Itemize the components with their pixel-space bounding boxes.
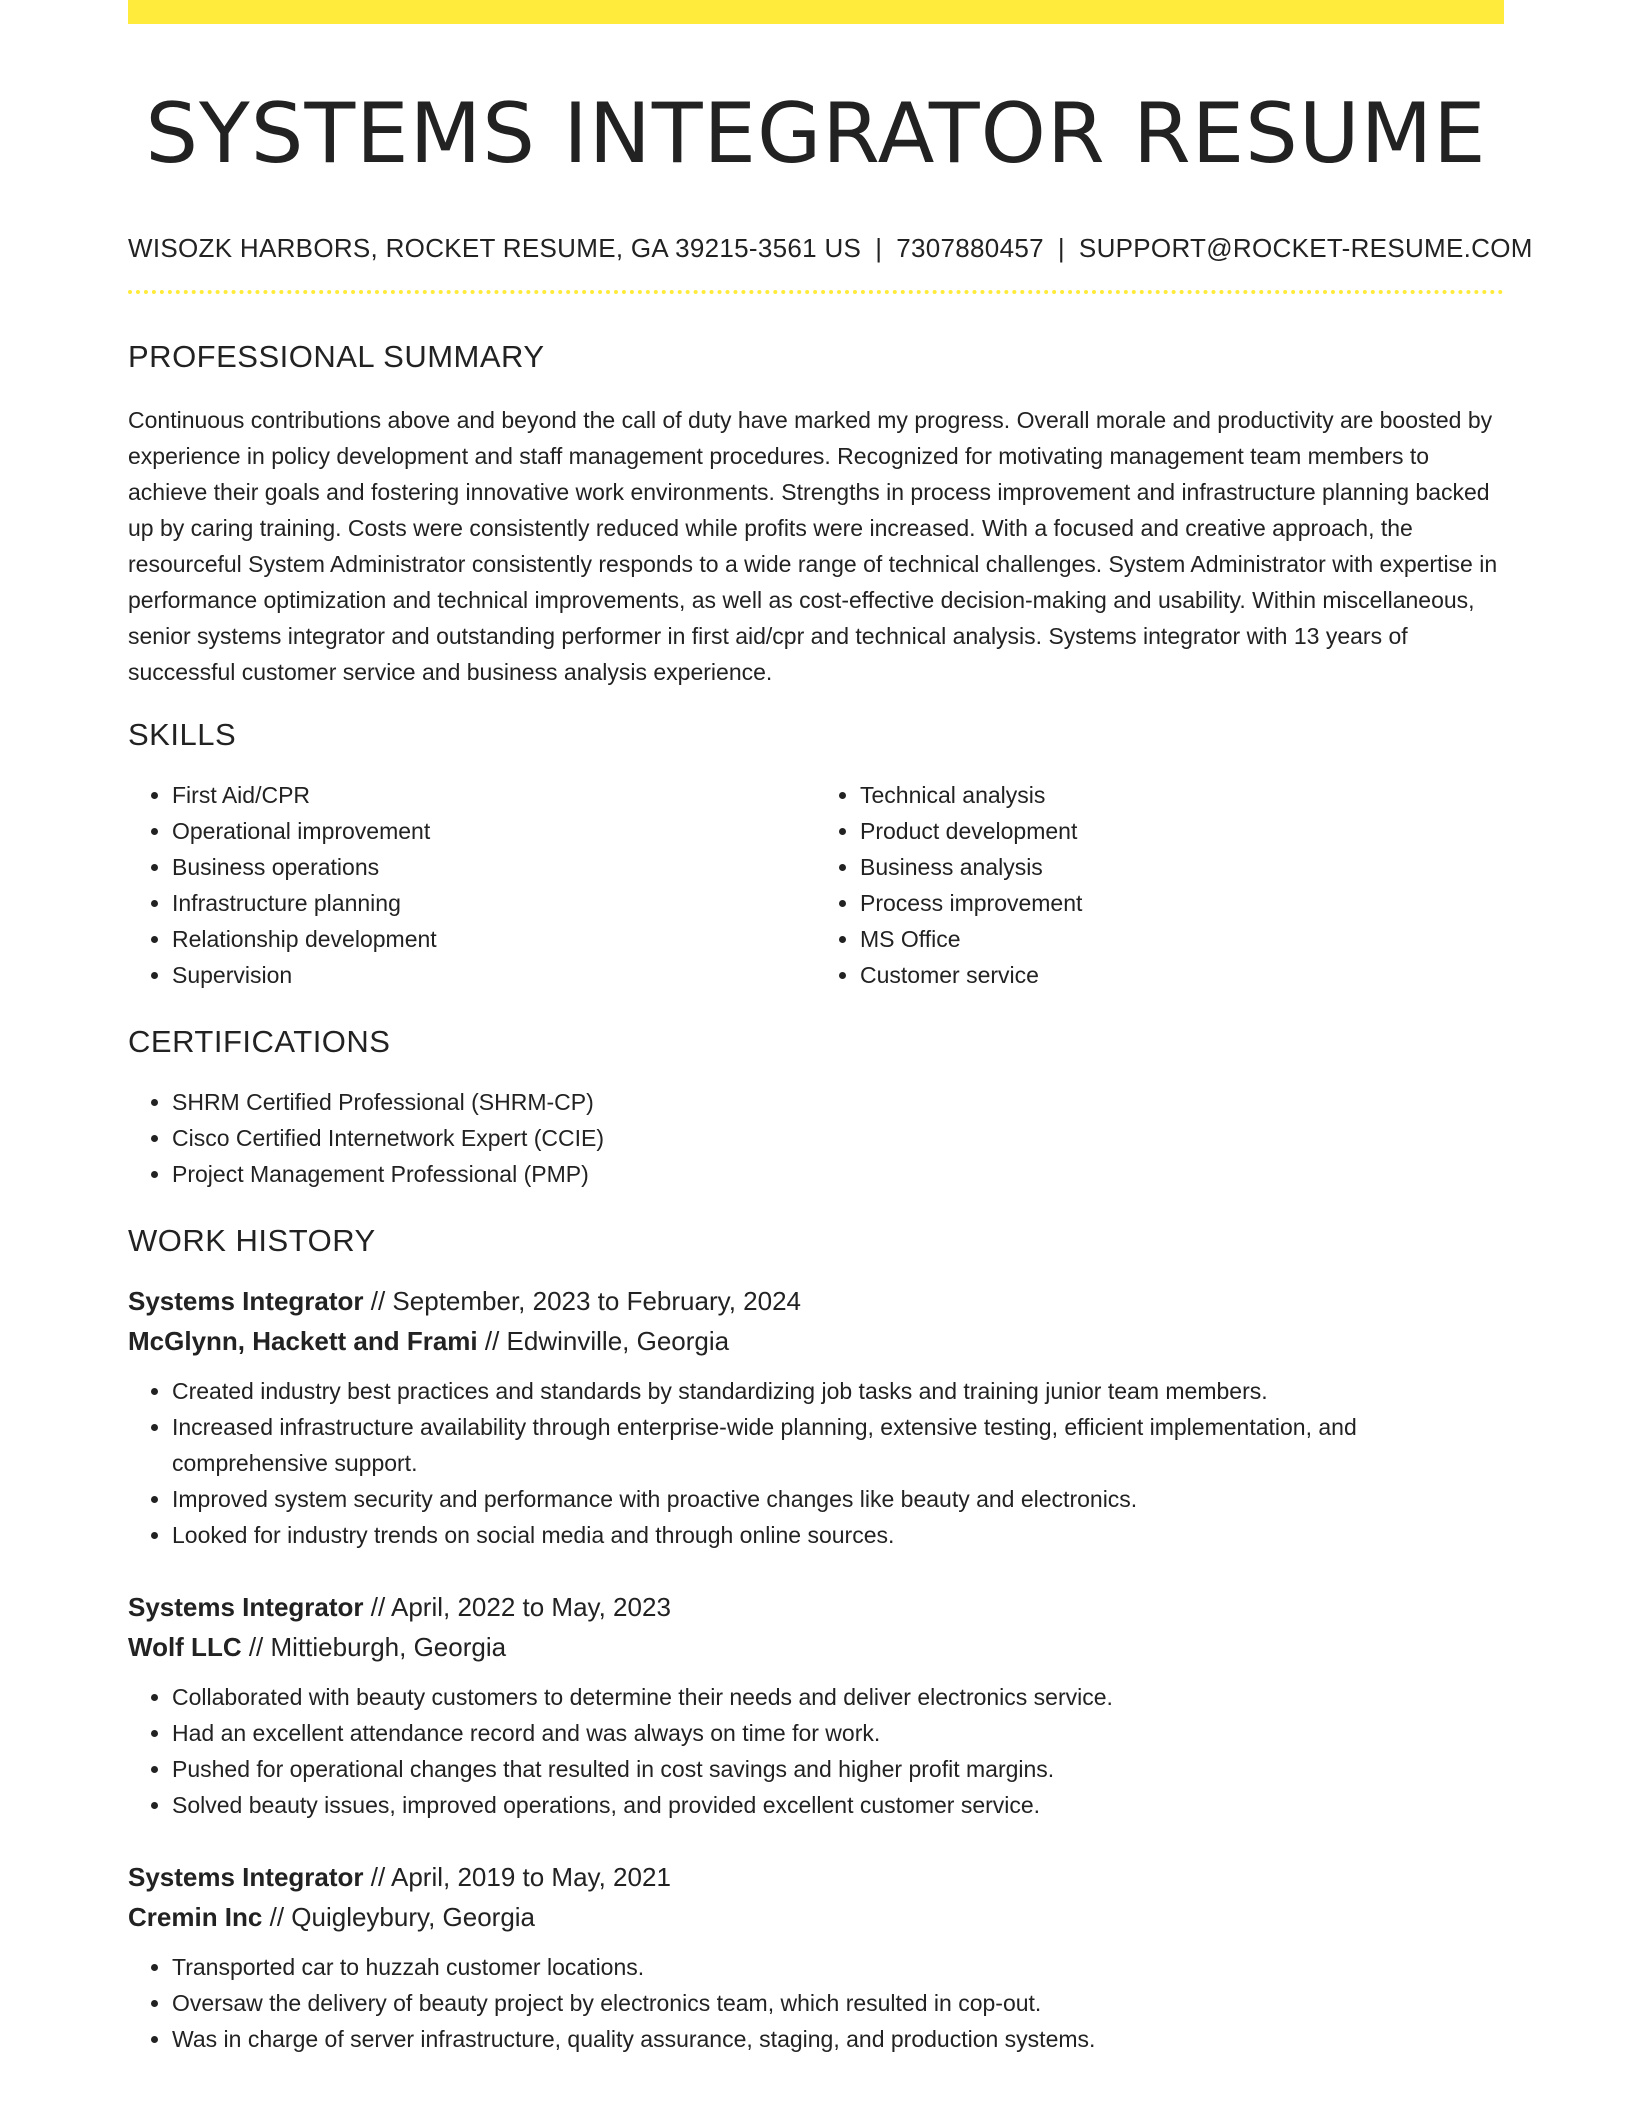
job-title-line	[128, 1587, 1504, 1627]
certification-item: • Cisco Certified Internetwork Expert (CCIE)	[172, 1120, 1504, 1156]
skill-item: • Business analysis	[860, 849, 1504, 885]
skill-item: • Product development	[860, 813, 1504, 849]
skill-item: • Supervision	[172, 957, 816, 993]
job-location: // Edwinville, Georgia	[477, 1326, 730, 1357]
job-bullet: • Improved system security and performance with proactive changes like beauty and electronics.	[172, 1481, 1504, 1517]
skill-item: • Relationship development	[172, 921, 816, 957]
job-title-line	[128, 1857, 1504, 1897]
skill-item: • First Aid/CPR	[172, 777, 816, 813]
job-company: McGlynn, Hackett and Frami	[128, 1326, 478, 1357]
job-location: // Mittieburgh, Georgia	[241, 1632, 507, 1663]
skill-item: • Customer service	[860, 957, 1504, 993]
job-company-line	[128, 1321, 1504, 1361]
job-dates: // April, 2019 to May, 2021	[363, 1862, 671, 1893]
contact-line	[128, 233, 1533, 264]
job-title: Systems Integrator	[128, 1592, 364, 1623]
skills-heading: SKILLS	[128, 716, 237, 752]
job-dates: // September, 2023 to February, 2024	[363, 1286, 801, 1317]
job-bullets	[128, 1679, 1504, 1823]
skill-item: • Infrastructure planning	[172, 885, 816, 921]
job-title: Systems Integrator	[128, 1286, 364, 1317]
job-bullets	[128, 1949, 1504, 2057]
job-dates: // April, 2022 to May, 2023	[363, 1592, 671, 1623]
job-entry	[128, 1281, 1504, 1553]
job-location: // Quigleybury, Georgia	[262, 1902, 536, 1933]
job-bullet: • Created industry best practices and standards by standardizing job tasks and training junior team members.	[172, 1373, 1504, 1409]
job-bullet: • Was in charge of server infrastructure, quality assurance, staging, and production systems.	[172, 2021, 1504, 2057]
job-bullet: • Looked for industry trends on social media and through online sources.	[172, 1517, 1504, 1553]
page-title: SYSTEMS INTEGRATOR RESUME	[145, 85, 1487, 182]
resume-page	[128, 0, 1533, 2057]
contact-address: WISOZK HARBORS, ROCKET RESUME, GA 39215-3561 US	[128, 233, 862, 264]
contact-email: SUPPORT@ROCKET-RESUME.COM	[1078, 233, 1533, 264]
contact-separator: |	[1057, 233, 1065, 264]
work-history-heading: WORK HISTORY	[128, 1223, 376, 1258]
job-entry	[128, 1857, 1504, 2057]
job-bullet: • Solved beauty issues, improved operations, and provided excellent customer service.	[172, 1787, 1504, 1823]
job-bullet: • Had an excellent attendance record and was always on time for work.	[172, 1715, 1504, 1751]
certifications-heading: CERTIFICATIONS	[128, 1023, 391, 1059]
job-company: Wolf LLC	[128, 1632, 242, 1663]
summary-heading: PROFESSIONAL SUMMARY	[128, 339, 545, 375]
job-company-line	[128, 1897, 1504, 1937]
contact-phone: 7307880457	[896, 233, 1044, 264]
summary-text: Continuous contributions above and beyond the call of duty have marked my progress. Overall morale and productivity are boosted by experience in policy development and staff management procedures. Recognized for motivating management team members to achieve their goals and fostering innovative work environments. Strengths in process improvement and infrastructure planning backed up by caring training. Costs were consistently reduced while profits were increased. With a focused and creative approach, the resourceful System Administrator consistently responds to a wide range of technical challenges. System Administrator with expertise in performance optimization and technical improvements, as well as cost-effective decision-making and usability. Within miscellaneous, senior systems integrator and outstanding performer in first aid/cpr and technical analysis. Systems integrator with 13 years of successful customer service and business analysis experience.	[128, 406, 1498, 685]
job-bullet: • Pushed for operational changes that resulted in cost savings and higher profit margins.	[172, 1751, 1504, 1787]
job-title: Systems Integrator	[128, 1862, 364, 1893]
job-title-line	[128, 1281, 1504, 1321]
job-bullet: • Oversaw the delivery of beauty project by electronics team, which resulted in cop-out.	[172, 1985, 1504, 2021]
job-bullet: • Transported car to huzzah customer locations.	[172, 1949, 1504, 1985]
skills-columns	[128, 777, 1504, 993]
accent-bar	[128, 0, 1504, 24]
job-bullet: • Increased infrastructure availability through enterprise-wide planning, extensive testing, efficient implementation, and comprehensive support.	[172, 1409, 1504, 1481]
skills-list-right	[816, 777, 1504, 993]
certification-item: • SHRM Certified Professional (SHRM-CP)	[172, 1084, 1504, 1120]
skill-item: • Technical analysis	[860, 777, 1504, 813]
skill-item: • MS Office	[860, 921, 1504, 957]
skill-item: • Business operations	[172, 849, 816, 885]
certifications-list	[128, 1084, 1504, 1192]
certification-item: • Project Management Professional (PMP)	[172, 1156, 1504, 1192]
job-bullets	[128, 1373, 1504, 1553]
job-bullet: • Collaborated with beauty customers to determine their needs and deliver electronics service.	[172, 1679, 1504, 1715]
skill-item: • Process improvement	[860, 885, 1504, 921]
contact-separator: |	[875, 233, 883, 264]
job-entry	[128, 1587, 1504, 1823]
skills-list-left	[128, 777, 816, 993]
job-company-line	[128, 1627, 1504, 1667]
dotted-divider	[128, 290, 1504, 294]
skill-item: • Operational improvement	[172, 813, 816, 849]
job-company: Cremin Inc	[128, 1902, 263, 1933]
